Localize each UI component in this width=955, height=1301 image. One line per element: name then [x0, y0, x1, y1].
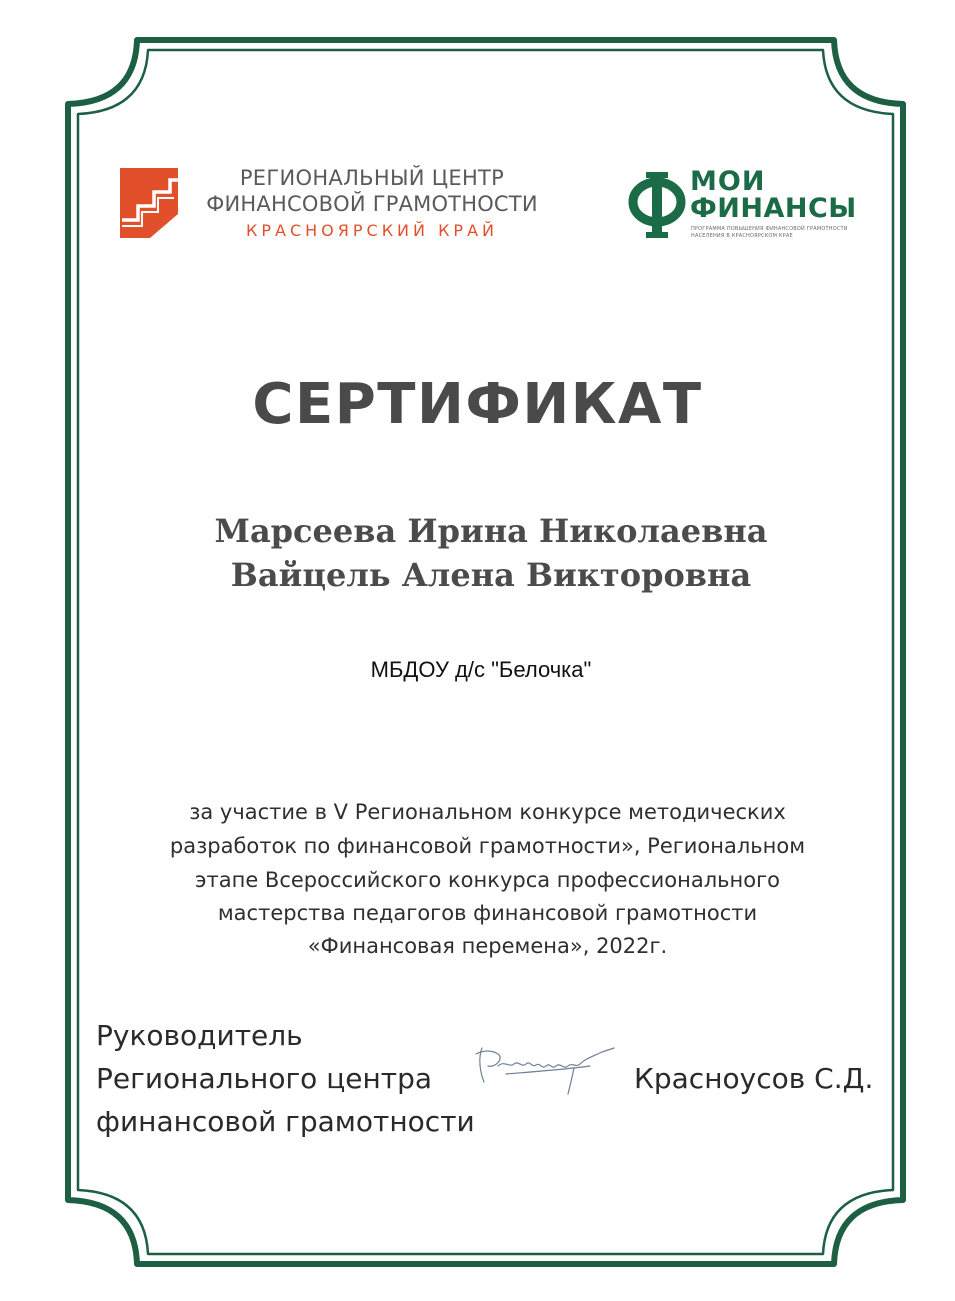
recipient-name-1: Марсеева Ирина Николаевна — [214, 512, 768, 550]
institution-name: МБДОУ д/с "Белочка" — [370, 657, 592, 682]
program-caption-line2: НАСЕЛЕНИЯ В КРАСНОЯРСКОМ КРАЕ — [691, 233, 793, 239]
org-name-line1: РЕГИОНАЛЬНЫЙ ЦЕНТР — [239, 166, 505, 190]
certificate-title: СЕРТИФИКАТ — [252, 372, 703, 437]
signatory-role-line: Регионального центра — [96, 1062, 433, 1095]
recipient-name-2: Вайцель Алена Викторовна — [230, 556, 752, 594]
moi-finansy-phi-icon — [628, 172, 686, 240]
moi-word: МОИ — [690, 166, 766, 197]
org-region: КРАСНОЯРСКИЙ КРАЙ — [246, 221, 498, 240]
signatory-role-line: финансовой грамотности — [96, 1105, 475, 1138]
signatory-name: Красноусов С.Д. — [634, 1062, 874, 1095]
handwritten-signature — [470, 1038, 620, 1100]
description-line: за участие в V Региональном конкурсе методических — [189, 800, 786, 824]
org-name-line2: ФИНАНСОВОЙ ГРАМОТНОСТИ — [206, 192, 538, 216]
description-line: этапе Всероссийского конкурса профессионального — [194, 868, 781, 892]
program-caption-line1: ПРОГРАММА ПОВЫШЕНИЯ ФИНАНСОВОЙ ГРАМОТНОСТИ — [691, 226, 848, 232]
description-line: разработок по финансовой грамотности», Региональном — [169, 834, 806, 858]
description-line: мастерства педагогов финансовой грамотности — [217, 901, 758, 925]
regional-center-shield-icon — [120, 168, 180, 240]
description-line: «Финансовая перемена», 2022г. — [307, 934, 668, 958]
finansy-word: ФИНАНСЫ — [690, 193, 857, 224]
signatory-role-line: Руководитель — [96, 1019, 303, 1052]
